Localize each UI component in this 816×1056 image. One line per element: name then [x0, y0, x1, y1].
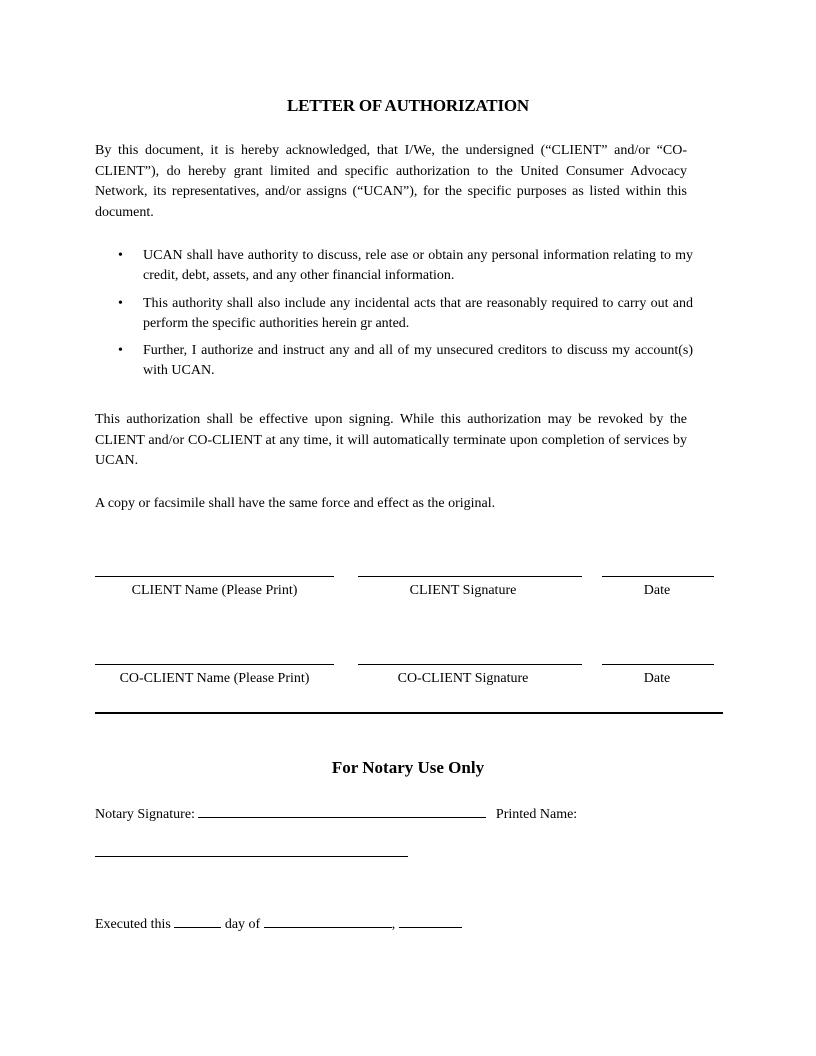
- client-name-line[interactable]: [95, 576, 334, 577]
- bullet-icon: •: [118, 248, 123, 263]
- client-signature-label: CLIENT Signature: [409, 583, 517, 598]
- bullet-item: [118, 341, 693, 381]
- bullet-item: [118, 246, 693, 286]
- executed-year-field[interactable]: [399, 913, 462, 928]
- notary-signature-field[interactable]: [198, 803, 486, 818]
- co-client-name-line[interactable]: [95, 664, 334, 665]
- co-client-signature-label: CO-CLIENT Signature: [397, 671, 529, 686]
- bullet-icon: •: [118, 343, 123, 358]
- copy-paragraph: A copy or facsimile shall have the same force and effect as the original.: [95, 496, 496, 511]
- executed-prefix: Executed this: [95, 917, 171, 932]
- bullet-icon: •: [118, 296, 123, 311]
- executed-comma: ,: [391, 917, 396, 932]
- client-name-label: CLIENT Name (Please Print): [131, 583, 298, 598]
- section-divider: [95, 712, 723, 714]
- executed-mid: day of: [224, 917, 261, 932]
- notary-signature-label: Notary Signature:: [95, 807, 195, 822]
- document-title: LETTER OF AUTHORIZATION: [287, 96, 529, 115]
- printed-name-label: Printed Name:: [495, 807, 578, 822]
- executed-month-field[interactable]: [264, 913, 392, 928]
- bullet-text: This authority shall also include any incidental acts that are reasonably required to carry out and perform the specific authorities herein gr anted.: [143, 296, 693, 331]
- bullet-text: Further, I authorize and instruct any and all of my unsecured creditors to discuss my account(s) with UCAN.: [143, 343, 693, 378]
- printed-name-field[interactable]: [95, 856, 408, 857]
- notary-section-title: For Notary Use Only: [331, 758, 485, 777]
- effective-paragraph: This authorization shall be effective upon signing. While this authorization may be revoked by the CLIENT and/or CO-CLIENT at any time, it will automatically terminate upon completion of services by UCAN.: [95, 412, 687, 468]
- client-date-label: Date: [643, 583, 671, 598]
- co-client-name-label: CO-CLIENT Name (Please Print): [119, 671, 310, 686]
- bullet-text: UCAN shall have authority to discuss, rele ase or obtain any personal information relating to my credit, debt, assets, and any other financial information.: [143, 248, 693, 283]
- client-date-line[interactable]: [602, 576, 714, 577]
- co-client-date-line[interactable]: [602, 664, 714, 665]
- intro-paragraph: By this document, it is hereby acknowledged, that I/We, the undersigned (“CLIENT” and/or “CO-CLIENT”), do hereby grant limited and specific authorization to the United Consumer Advocacy Network, its representatives, and/or assigns (“UCAN”), for the specific purposes as listed within this document.: [95, 143, 687, 220]
- executed-day-field[interactable]: [174, 913, 221, 928]
- co-client-date-label: Date: [643, 671, 671, 686]
- client-signature-line[interactable]: [358, 576, 582, 577]
- bullet-item: [118, 294, 693, 334]
- notary-signature-row: [95, 803, 577, 823]
- co-client-signature-line[interactable]: [358, 664, 582, 665]
- executed-row: [95, 913, 462, 933]
